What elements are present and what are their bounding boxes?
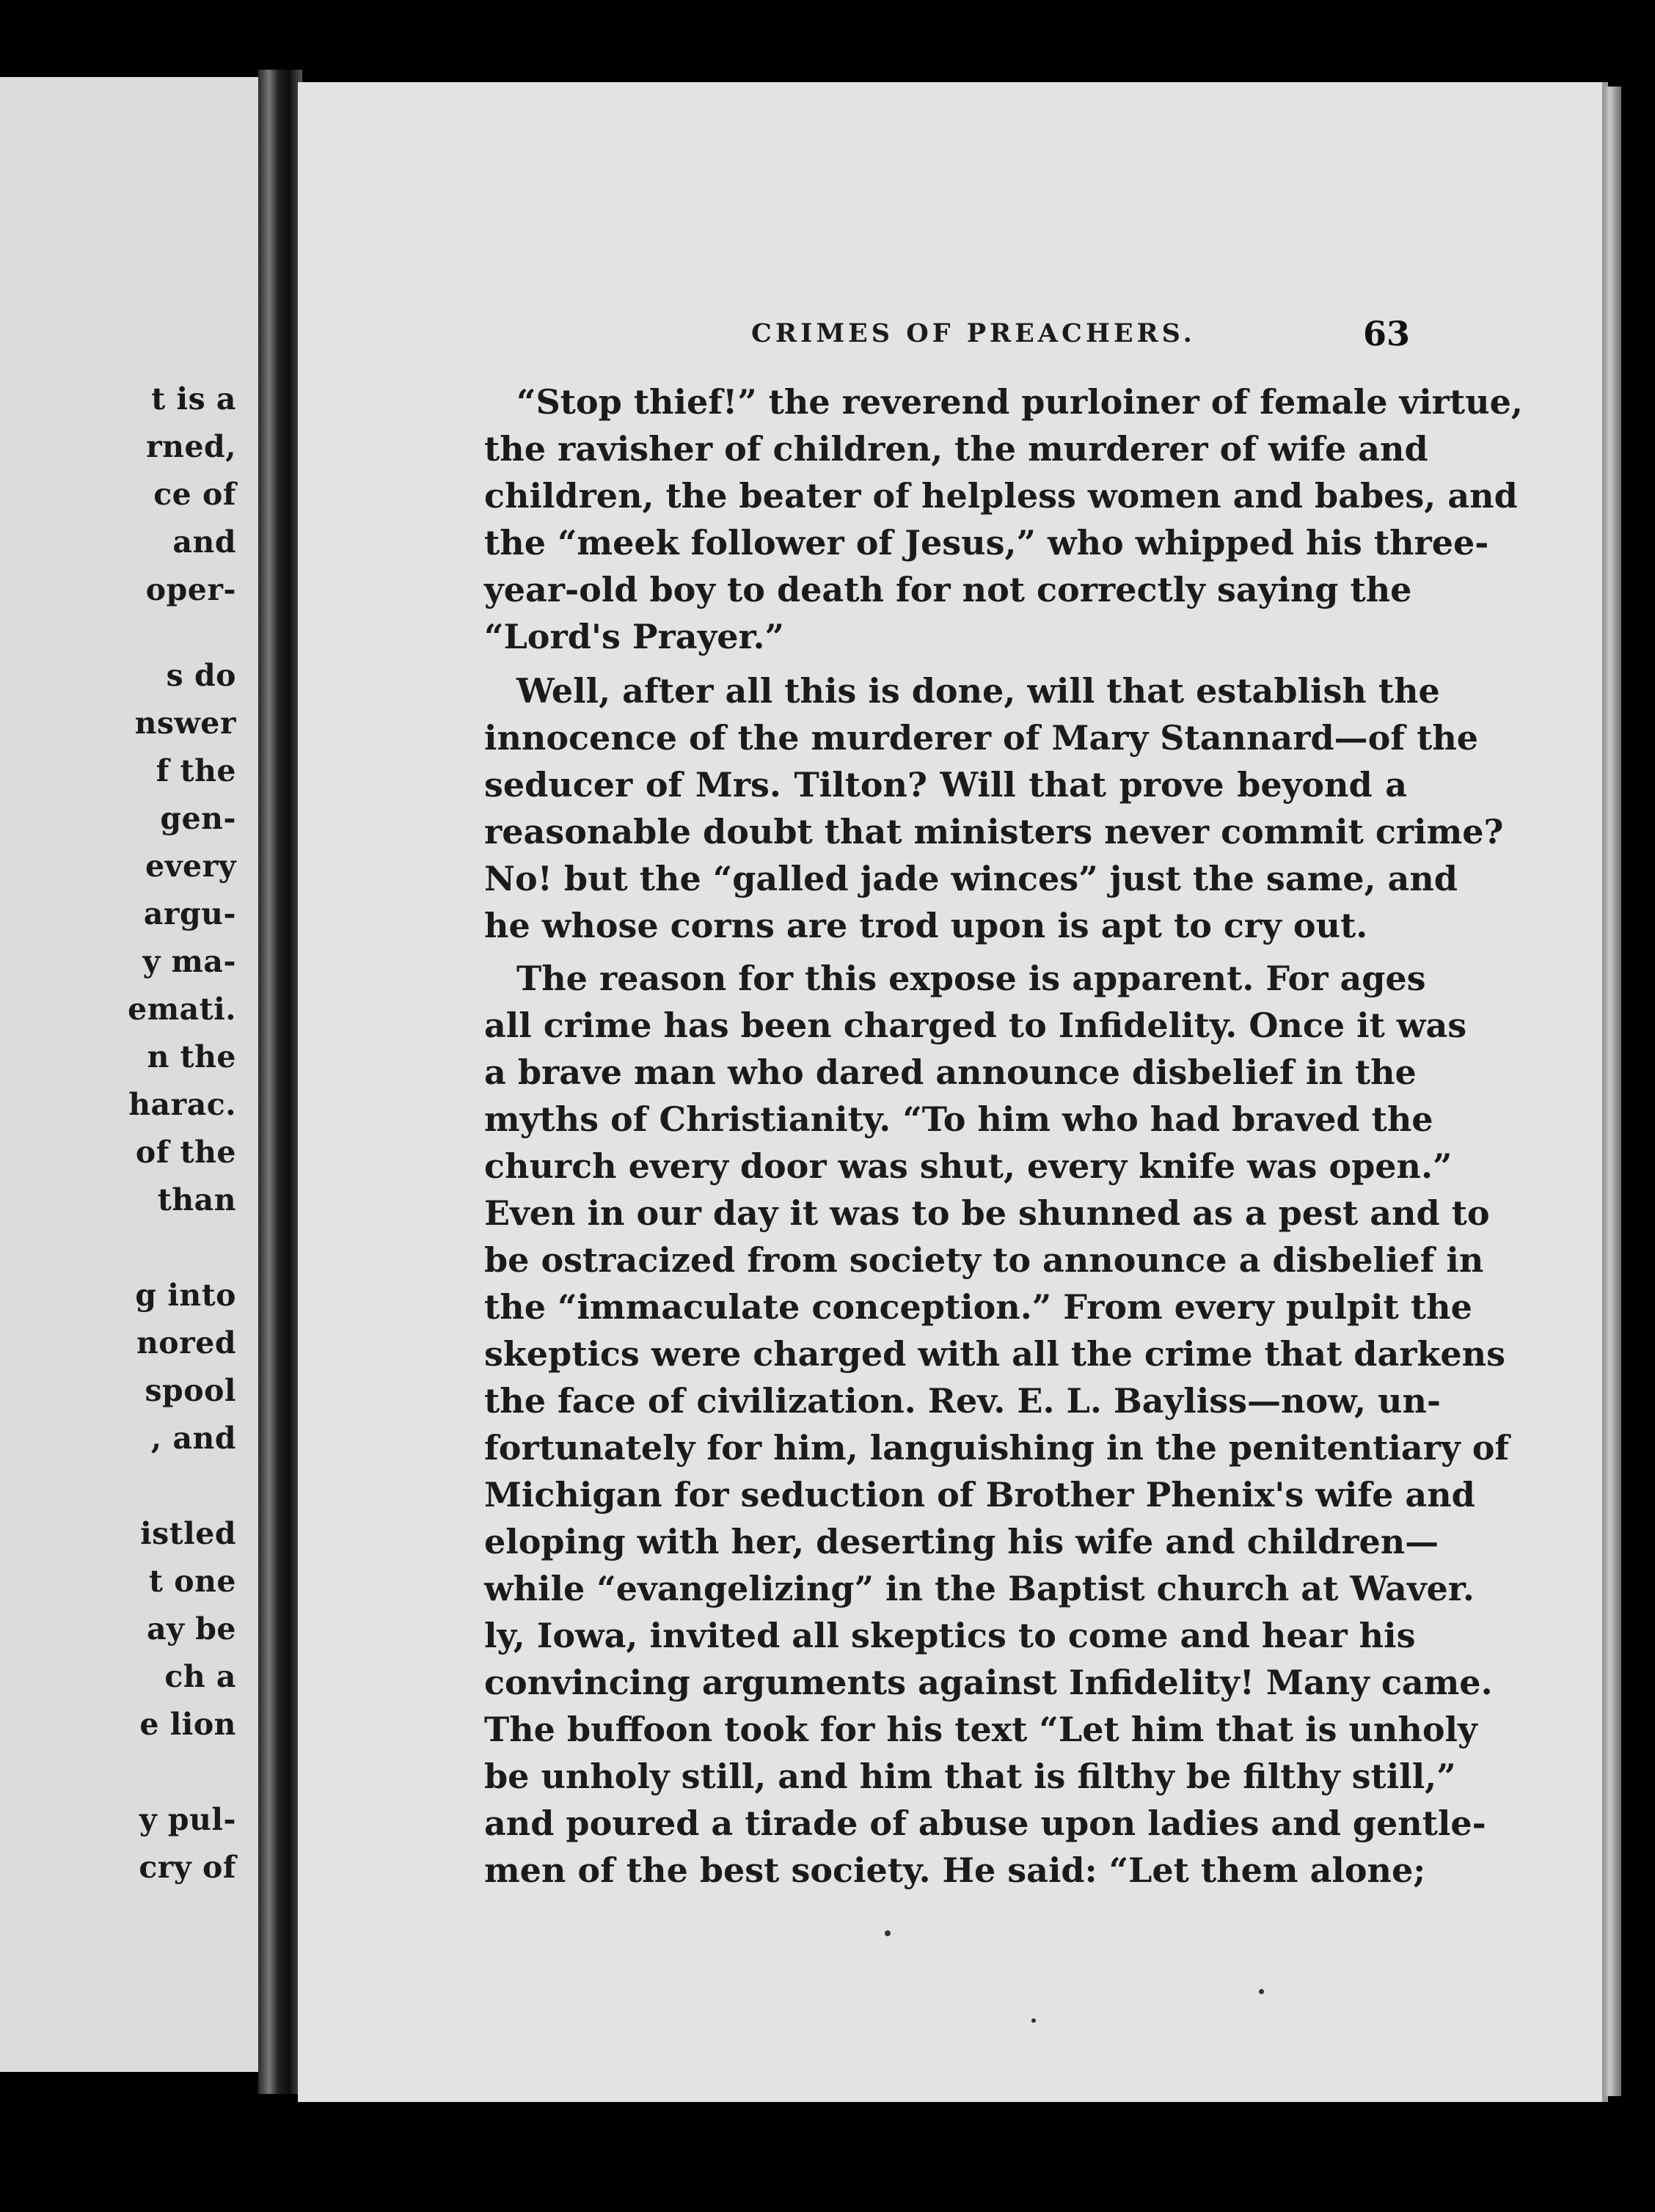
text-line: he whose corns are trod upon is apt to cry out. bbox=[484, 906, 1368, 945]
left-page-line: cry of bbox=[139, 1850, 236, 1885]
left-page-line: gen- bbox=[160, 801, 236, 836]
text-line: fortunately for him, languishing in the penitentiary of bbox=[484, 1428, 1510, 1468]
text-line: ly, Iowa, invited all skeptics to come and hear his bbox=[484, 1616, 1416, 1655]
left-page-line: ch a bbox=[164, 1659, 236, 1694]
text-line: “Stop thief!” the reverend purloiner of female virtue, bbox=[516, 382, 1523, 422]
text-line: reasonable doubt that ministers never commit crime? bbox=[484, 812, 1504, 852]
page-number: 63 bbox=[1363, 314, 1411, 354]
text-line: while “evangelizing” in the Baptist church at Waver. bbox=[484, 1569, 1475, 1608]
text-line: year-old boy to death for not correctly saying the bbox=[484, 570, 1412, 609]
left-page-line: s do bbox=[166, 658, 236, 693]
text-line: a brave man who dared announce disbelief in the bbox=[484, 1052, 1417, 1092]
left-page-fragment bbox=[0, 77, 258, 2072]
left-page-line: every bbox=[145, 849, 236, 884]
book-gutter bbox=[258, 70, 302, 2094]
text-line: the “meek follower of Jesus,” who whipped his three- bbox=[484, 523, 1489, 563]
text-line: the face of civilization. Rev. E. L. Bayliss—now, un- bbox=[484, 1381, 1442, 1421]
text-line: Michigan for seduction of Brother Phenix's wife and bbox=[484, 1475, 1475, 1515]
text-line: Even in our day it was to be shunned as a pest and to bbox=[484, 1193, 1490, 1233]
left-page-line: , and bbox=[150, 1421, 236, 1456]
left-page-line: istled bbox=[140, 1516, 236, 1551]
left-page-line: rned, bbox=[146, 429, 236, 464]
text-line: children, the beater of helpless women and babes, and bbox=[484, 476, 1518, 516]
text-line: The reason for this expose is apparent. For ages bbox=[516, 959, 1426, 998]
scan-speck bbox=[885, 1930, 891, 1936]
text-line: the “immaculate conception.” From every pulpit the bbox=[484, 1287, 1472, 1327]
left-page-line: t is a bbox=[151, 381, 236, 417]
left-page-line: spool bbox=[145, 1373, 236, 1408]
left-page-line: t one bbox=[149, 1564, 236, 1599]
text-line: and poured a tirade of abuse upon ladies and gentle- bbox=[484, 1803, 1486, 1843]
left-page-line: and bbox=[172, 524, 236, 560]
text-line: Well, after all this is done, will that establish the bbox=[516, 671, 1440, 711]
left-page-line: nored bbox=[136, 1325, 236, 1360]
text-line: eloping with her, deserting his wife and children— bbox=[484, 1522, 1439, 1561]
text-line: be ostracized from society to announce a disbelief in bbox=[484, 1240, 1484, 1280]
left-page-line: n the bbox=[147, 1039, 236, 1074]
scan-speck bbox=[1259, 1989, 1264, 1994]
left-page-line: argu- bbox=[143, 896, 236, 931]
text-line: church every door was shut, every knife was open.” bbox=[484, 1146, 1453, 1186]
left-page-line: oper- bbox=[145, 572, 236, 607]
text-line: be unholy still, and him that is filthy be filthy still,” bbox=[484, 1757, 1456, 1796]
text-line: all crime has been charged to Infidelity. Once it was bbox=[484, 1006, 1467, 1045]
text-line: skeptics were charged with all the crime that darkens bbox=[484, 1334, 1505, 1374]
left-page-line: y ma- bbox=[142, 944, 236, 979]
text-line: seducer of Mrs. Tilton? Will that prove beyond a bbox=[484, 765, 1407, 805]
text-line: innocence of the murderer of Mary Stannard—of the bbox=[484, 718, 1479, 758]
scan-speck bbox=[1031, 2018, 1036, 2023]
left-page-line: e lion bbox=[139, 1707, 236, 1742]
left-page-line: nswer bbox=[134, 706, 236, 741]
left-page-line: ce of bbox=[153, 477, 236, 512]
text-line: convincing arguments against Infidelity! Many came. bbox=[484, 1663, 1493, 1702]
text-line: myths of Christianity. “To him who had braved the bbox=[484, 1099, 1433, 1139]
text-line: men of the best society. He said: “Let them alone; bbox=[484, 1850, 1426, 1890]
text-line: The buffoon took for his text “Let him that is unholy bbox=[484, 1710, 1477, 1749]
left-page-line: of the bbox=[135, 1135, 236, 1170]
left-page-line: y pul- bbox=[139, 1802, 236, 1837]
text-line: “Lord's Prayer.” bbox=[484, 617, 784, 656]
left-page-line: f the bbox=[156, 753, 236, 788]
left-page-line: emati. bbox=[128, 992, 236, 1027]
left-page-line: than bbox=[157, 1182, 236, 1217]
right-page bbox=[298, 82, 1608, 2102]
text-line: No! but the “galled jade winces” just the same, and bbox=[484, 859, 1458, 898]
running-head: CRIMES OF PREACHERS. bbox=[751, 318, 1196, 348]
left-page-line: harac. bbox=[128, 1087, 236, 1122]
text-line: the ravisher of children, the murderer of wife and bbox=[484, 429, 1428, 469]
page-edge bbox=[1602, 87, 1621, 2096]
left-page-line: ay be bbox=[147, 1611, 236, 1647]
left-page-line: g into bbox=[135, 1278, 236, 1313]
